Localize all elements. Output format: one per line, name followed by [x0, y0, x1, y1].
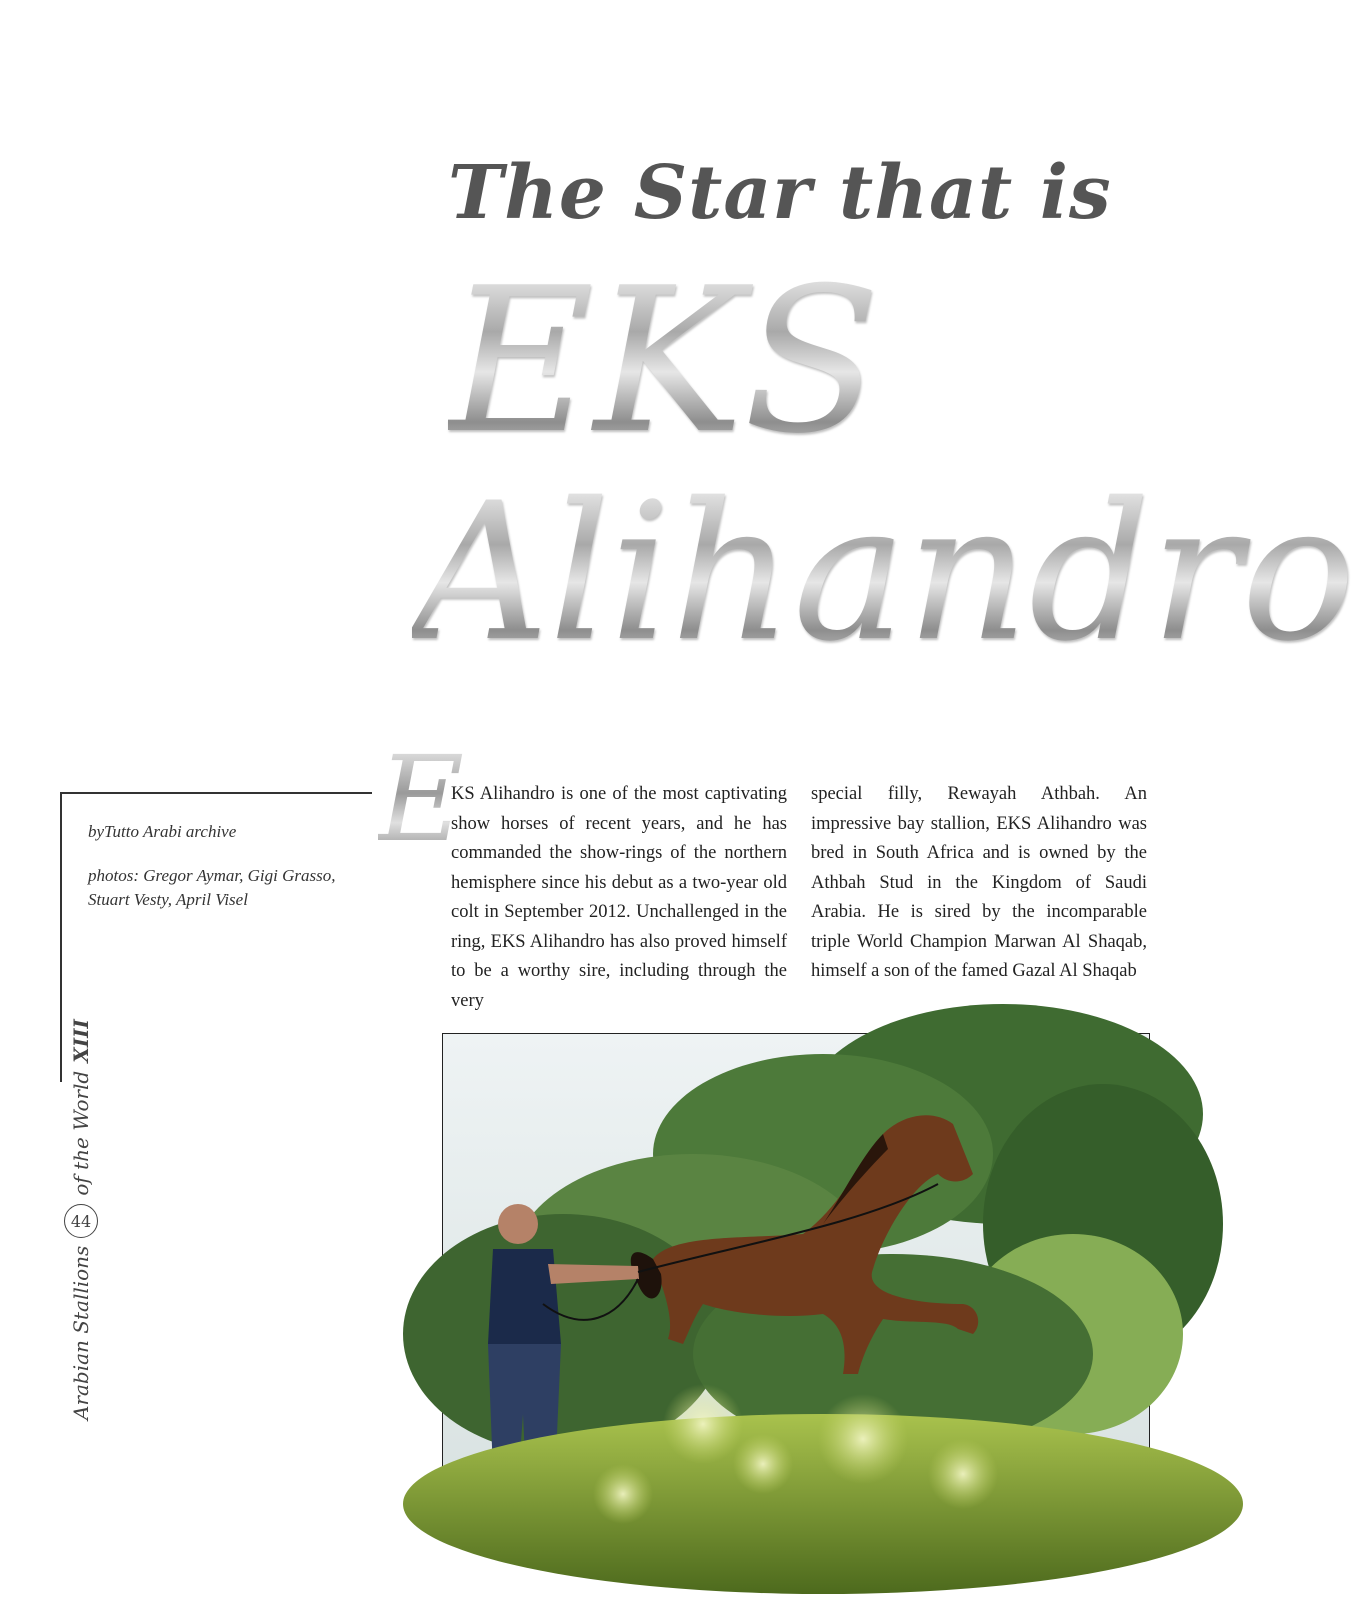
running-footer — [64, 1019, 98, 1420]
horse-photo-illustration — [443, 1034, 1149, 1536]
footer-suffix: of the World — [69, 1070, 93, 1196]
footer-publication: Arabian Stallions — [69, 1245, 93, 1420]
decorative-rule-horizontal — [60, 792, 372, 794]
photo-credit: photos: Gregor Aymar, Gigi Grasso, Stuart Vesty, April Visel — [88, 866, 336, 909]
page-number: 44 — [64, 1204, 98, 1238]
decorative-rule-vertical — [60, 792, 62, 1082]
author-credit: byTutto Arabi archive — [88, 822, 237, 841]
footer-volume: XIII — [69, 1019, 93, 1063]
credits-block — [88, 820, 368, 932]
drop-cap: E — [378, 730, 465, 868]
article-column-2: special filly, Rewayah Athbah. An impressive bay stallion, EKS Alihandro was bred in South Africa and is owned by the Athbah Stud in the Kingdom of Saudi Arabia. He is sired by the incomparable triple World Champion Marwan Al Shaqab, himself a son of the famed Gazal Al Shaqab — [811, 784, 1147, 981]
headline-title-line1: EKS — [448, 245, 881, 478]
article-column-1: KS Alihandro is one of the most captivating show horses of recent years, and he has commanded the show-rings of the northern hemisphere since his debut as a two-year old colt in September 2012. Unchallenged in the ring, EKS Alihandro has also proved himself to be a worthy sire, including through the very — [451, 784, 787, 1011]
headline-title-line2: Alihandro — [412, 462, 1356, 683]
article-photo — [442, 1033, 1150, 1537]
headline-kicker: The Star that is — [448, 150, 1112, 236]
